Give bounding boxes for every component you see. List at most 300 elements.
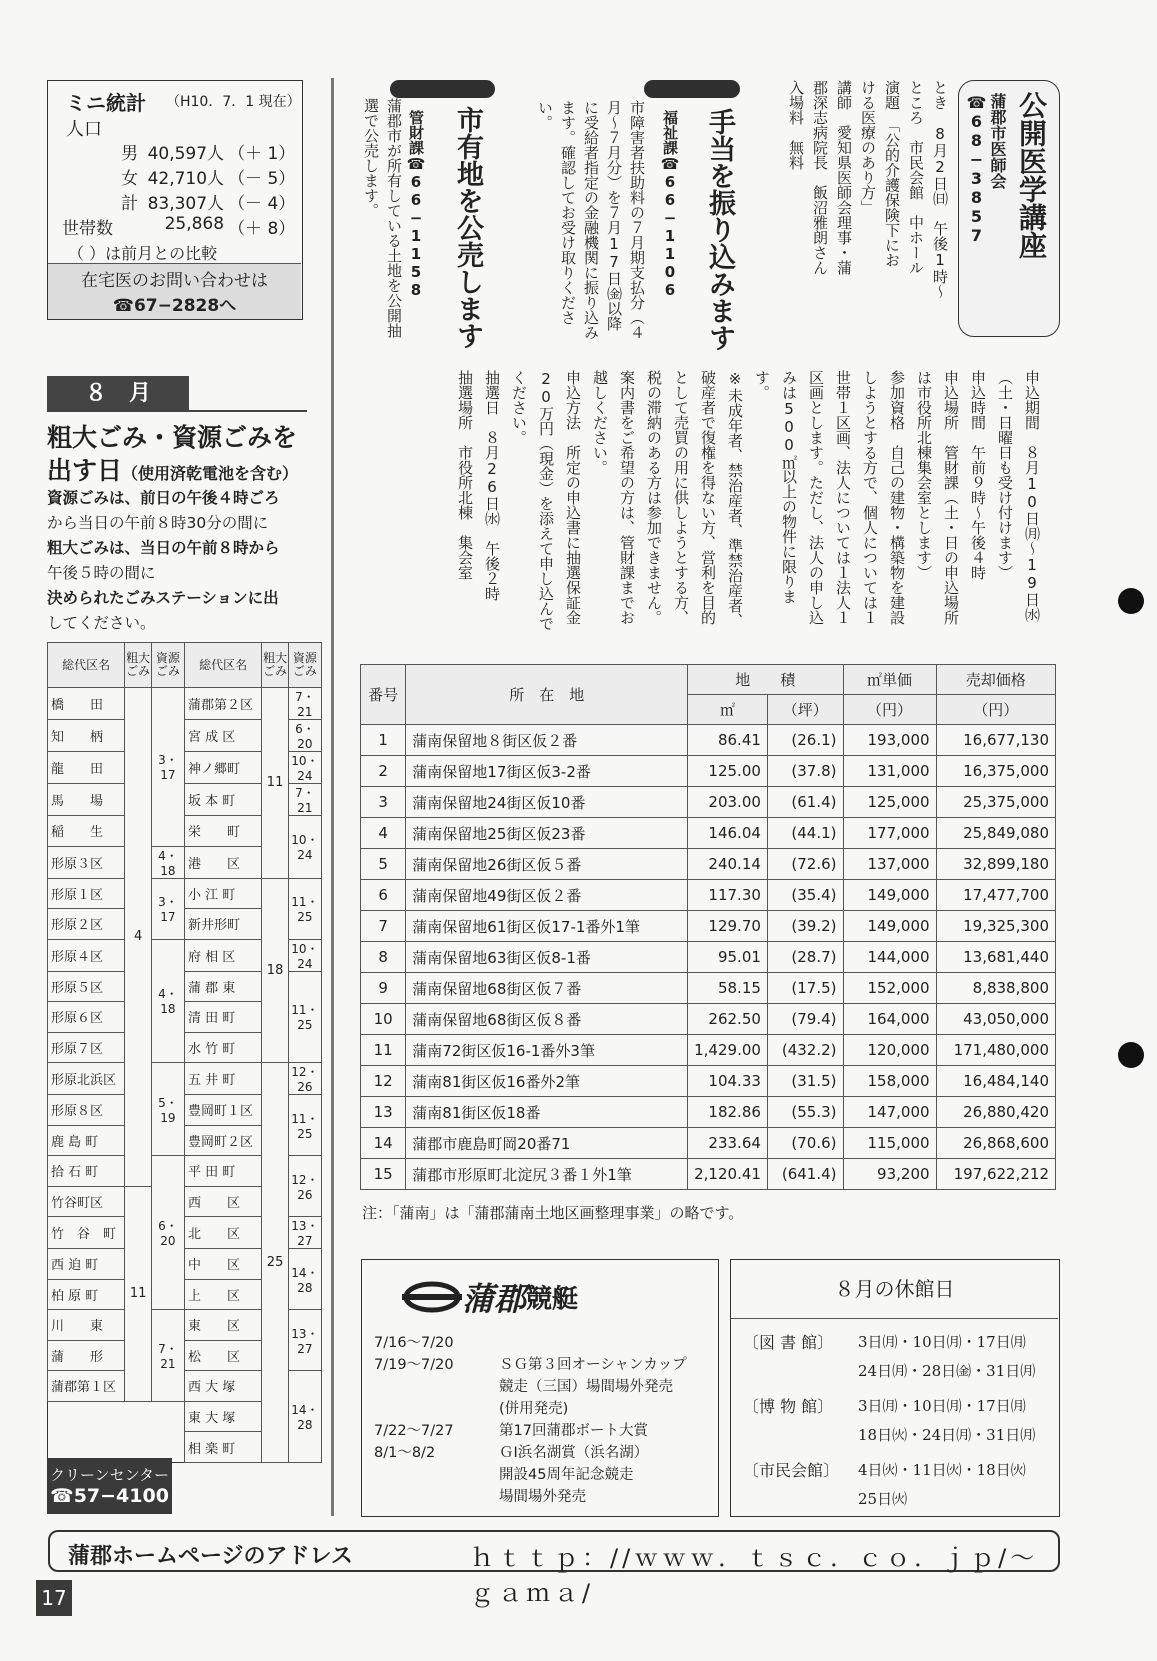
lecture-line: 演題 「公的介護保険下にお [883,80,901,268]
shigen-right: 10・24 [288,939,321,971]
district-right: 水 竹 町 [184,1032,261,1063]
land-cell: 104.33 [688,1066,768,1097]
district-right: 小 江 町 [184,878,261,909]
boat-date [374,1398,499,1420]
stats-value: 83,307人 [147,194,225,214]
land-cell: (61.4) [767,787,843,818]
garbage-desc-line: してください。 [47,614,156,632]
page-number: 17 [36,1580,72,1616]
stats-note: （ ）は前月との比較 [68,244,218,263]
boat-schedule [374,1332,714,1508]
land-cell: 125,000 [843,787,936,818]
land-cell: 25,849,080 [936,818,1055,849]
district-left: 柏 原 町 [48,1279,125,1310]
contact-band [48,263,301,319]
land-cell: 240.14 [688,849,768,880]
binder-hole-bottom [1118,1042,1144,1068]
stats-diff: （＋ 8） [228,219,296,239]
land-row [361,1097,1056,1128]
holiday-dates-cont: 18日㈫・24日㈪・31日㈪ [858,1426,1036,1444]
land-condition: 申込方法 所定の申込書に抽選保証金20万円（現金）を添えて申し込んでください。 [510,370,582,631]
holidays-title: ８月の休館日 [731,1260,1058,1319]
boat-text: 競走（三国）場間場外発売 [499,1379,673,1395]
land-cell: (26.1) [767,725,843,756]
stats-label: 男 [121,144,139,164]
shigen-right: 12・26 [288,1156,321,1217]
land-row [361,942,1056,973]
land-row [361,756,1056,787]
garbage-schedule-table [47,642,322,1463]
land-cell: 115,000 [843,1128,936,1159]
stats-label: 世帯数 [62,219,113,239]
boat-text: 開設45周年記念競走 [499,1467,634,1483]
garbage-description [47,486,317,636]
district-left: 形原６区 [48,1002,125,1033]
garbage-row [48,878,322,909]
district-right: 北 区 [184,1217,261,1249]
land-cell: 蒲南保留地26街区仮５番 [406,849,688,880]
land-cell: (55.3) [767,1097,843,1128]
land-cell: 4 [361,818,406,849]
land-condition: 抽選場所 市役所北棟 集会室 [456,370,474,580]
land-cell: 9 [361,973,406,1004]
shigen-right: 14・28 [288,1249,321,1310]
clean-center-box [47,1458,172,1514]
district-right: 豊岡町２区 [184,1125,261,1156]
stats-diff: （－ 5） [228,169,296,189]
land-cell: (28.7) [767,942,843,973]
district-left: 形原５区 [48,971,125,1002]
land-cell: 197,622,212 [936,1159,1055,1190]
land-cell: 2 [361,756,406,787]
land-cell: 蒲南保留地17街区仮3-2番 [406,756,688,787]
district-right: 神ノ郷町 [184,752,261,784]
land-cell: 93,200 [843,1159,936,1190]
shigen-right: 7・21 [288,784,321,816]
garbage-desc-line: 決められたごみステーションに出 [47,589,279,607]
shigen-right: 11・25 [288,878,321,939]
boat-row [374,1354,714,1376]
district-right: 栄 町 [184,816,261,847]
land-condition: 申込時間 午前９時〜午後４時 [969,370,987,580]
land-cell: 120,000 [843,1035,936,1066]
lecture-line: 郡深志病院長 飯沼雅朗さん [811,80,829,275]
district-left: 形原７区 [48,1032,125,1063]
land-cell: 蒲南保留地８街区仮２番 [406,725,688,756]
land-header-row [361,665,1056,695]
district-left: 知 柄 [48,720,125,752]
garbage-desc-line: 午後５時の間に [47,564,156,582]
holiday-dates: 4日㈫・11日㈫・18日㈫ [858,1461,1026,1479]
holidays-box [730,1259,1060,1517]
contact-line-2: ☎67−2828へ [112,296,237,316]
land-cell: 117.30 [688,880,768,911]
boat-date: 7/16〜7/20 [374,1335,454,1351]
stats-value: 42,710人 [147,169,225,189]
boat-row [374,1332,714,1354]
land-row [361,1035,1056,1066]
land-cell: 蒲南保留地24街区仮10番 [406,787,688,818]
lecture-org: 蒲郡市医師会☎68−3857 [967,93,1007,245]
land-table-note: 注：「蒲南」は「蒲郡蒲南土地区画整理事業」の略です。 [362,1204,744,1222]
boat-logo [402,1274,578,1316]
district-right: 蒲郡第２区 [184,688,261,720]
sodai-right: 11 [262,688,289,879]
land-cell: 144,000 [843,942,936,973]
stats-diff: （－ 4） [228,194,296,214]
district-left: 拾 石 町 [48,1156,125,1187]
lecture-line: 入場料 無料 [787,80,805,170]
land-cell: 95.01 [688,942,768,973]
land-cell: 蒲南72街区仮16-1番外3筆 [406,1035,688,1066]
stats-row [62,139,296,164]
land-condition: 申込期間 ８月10日㈪〜19日㈬（土・日曜日も受け付けます） [996,370,1041,622]
sodai-left: 4 [125,688,152,1187]
stats-row [62,189,296,214]
holiday-place: 〔図 書 館〕 [743,1333,834,1352]
land-condition: 参加資格 自己の建物・構築物を建設しようとする方で、個人については１世帯１区画、法人については１法人１区画とします。ただし、法人の申し込みは500㎡以上の物件に限ります。 [753,370,906,625]
lecture-box [958,80,1060,337]
district-left: 川 東 [48,1310,125,1341]
land-row [361,911,1056,942]
land-cell: 蒲南保留地68街区仮７番 [406,973,688,1004]
boat-logo-text: 蒲郡 [462,1280,527,1318]
land-cell: 13 [361,1097,406,1128]
holiday-block [743,1392,1053,1450]
mini-stats-title: ミニ統計 [66,91,146,115]
district-right: 西 大 塚 [184,1371,261,1402]
boat-text: 第17回蒲郡ボート大賞 [499,1423,648,1439]
garbage-desc-line: から当日の午前８時30分の間に [47,514,269,532]
land-cell: 10 [361,1004,406,1035]
holiday-line [743,1328,1053,1357]
land-row [361,787,1056,818]
boat-date: 7/22〜7/27 [374,1423,454,1439]
boat-text: ＳＧ第３回オーシャンカップ [499,1357,687,1373]
land-cell: 2,120.41 [688,1159,768,1190]
land-cell: 蒲南保留地61街区仮17-1番外1筆 [406,911,688,942]
shigen-right: 6・20 [288,720,321,752]
boat-text: 場間場外発売 [499,1489,586,1505]
land-cell: 蒲南保留地63街区仮8-1番 [406,942,688,973]
homepage-url[interactable]: ｈｔｔｐ：//ｗｗｗ．ｔｓｃ．ｃｏ．ｊｐ/〜ｇａｍａ/ [470,1544,1039,1607]
land-table [360,664,1056,1190]
land-cell: 19,325,300 [936,911,1055,942]
month-tab: ８ 月 [47,376,189,411]
district-left: 蒲 形 [48,1340,125,1371]
land-cell: 蒲南保留地25街区仮23番 [406,818,688,849]
garbage-desc-line: 粗大ごみは、当日の午前８時から [47,539,280,557]
land-cell: (44.1) [767,818,843,849]
land-cell: (35.4) [767,880,843,911]
boat-date: 7/19〜7/20 [374,1357,454,1373]
shigen-right: 14・28 [288,1371,321,1463]
shigen-right: 12・26 [288,1063,321,1095]
clean-center-label: クリーンセンター [49,1466,170,1484]
boat-logo-suffix: 競艇 [526,1284,579,1315]
land-cell: 3 [361,787,406,818]
land-row [361,725,1056,756]
population-rows [62,139,296,239]
district-left: 形原４区 [48,939,125,971]
allowance-pill [644,80,740,98]
land-cell: 129.70 [688,911,768,942]
land-cell: 17,477,700 [936,880,1055,911]
shigen-right: 10・24 [288,752,321,784]
land-row [361,973,1056,1004]
land-cell: 16,484,140 [936,1066,1055,1097]
boat-row [374,1464,714,1486]
boat-row [374,1398,714,1420]
shigen-right: 13・27 [288,1217,321,1249]
land-row [361,1004,1056,1035]
district-right: 新井形町 [184,909,261,940]
garbage-header-cell: 総代区名 [184,643,261,688]
land-cell: 11 [361,1035,406,1066]
district-left: 稲 生 [48,816,125,847]
land-cell: 137,000 [843,849,936,880]
land-header-unit-price: ㎡単価 [843,665,936,695]
stats-row [62,164,296,189]
land-title: 市有地を公売します [452,106,483,349]
land-cell: 1,429.00 [688,1035,768,1066]
land-cell: 58.15 [688,973,768,1004]
land-cell: 146.04 [688,818,768,849]
lecture-line: ところ 市民会館 中ホール [907,80,925,275]
land-conditions [355,370,1045,632]
land-cell: 5 [361,849,406,880]
shigen-right: 13・27 [288,1310,321,1371]
boat-row [374,1486,714,1508]
land-cell: 12 [361,1066,406,1097]
shigen-left: 6・20 [151,1156,184,1310]
land-cell: 32,899,180 [936,849,1055,880]
land-cell: 149,000 [843,880,936,911]
land-cell: (432.2) [767,1035,843,1066]
garbage-title-suffix: （使用済乾電池を含む） [122,464,299,483]
district-left: 形原３区 [48,846,125,878]
land-cell: 158,000 [843,1066,936,1097]
holiday-block [743,1328,1053,1386]
land-cell: 25,375,000 [936,787,1055,818]
land-cell: 蒲郡市形原町北淀尻３番１外1筆 [406,1159,688,1190]
boat-racing-box [361,1259,719,1517]
land-cell: 蒲南保留地68街区仮８番 [406,1004,688,1035]
garbage-header-cell: 総代区名 [48,643,125,688]
district-right: 中 区 [184,1249,261,1280]
stats-label: 女 [121,169,139,189]
allowance-body: 市障害者扶助料の７月期支払分（４月〜７月分）を７月17日㈮以降に受給者指定の金融機関に振り込みます。確認してお受け取りください。 [536,100,646,340]
garbage-header-cell: 資源ごみ [288,643,321,688]
land-cell: 26,880,420 [936,1097,1055,1128]
district-right: 港 区 [184,846,261,878]
land-cell: (31.5) [767,1066,843,1097]
district-left: 龍 田 [48,752,125,784]
stats-label: 計 [121,194,139,214]
shigen-left: 4・18 [151,939,184,1063]
land-header-location: 所 在 地 [406,665,688,725]
land-header-unit-yen: （円） [843,695,936,725]
garbage-title-main: 出す日 [47,456,123,485]
land-cell: 7 [361,911,406,942]
boat-row [374,1442,714,1464]
lecture-line: 講師 愛知県医師会理事・蒲 [835,80,853,275]
land-cell: 147,000 [843,1097,936,1128]
land-cell: (641.4) [767,1159,843,1190]
district-left: 西 迫 町 [48,1249,125,1280]
population-heading: 人口 [66,119,102,140]
boat-logo-icon [402,1277,462,1317]
holiday-dates-cont: 25日㈫ [858,1490,908,1508]
land-cell: 蒲南81街区仮18番 [406,1097,688,1128]
holiday-block [743,1456,1053,1514]
boat-row [374,1420,714,1442]
land-cell: 8 [361,942,406,973]
shigen-right: 11・25 [288,1095,321,1156]
land-cell: 1 [361,725,406,756]
district-right: 坂 本 町 [184,784,261,816]
land-cell: 蒲郡市鹿島町岡20番71 [406,1128,688,1159]
district-right: 蒲 郡 東 [184,971,261,1002]
district-left: 竹谷町区 [48,1186,125,1217]
land-cell: (72.6) [767,849,843,880]
land-cell: 193,000 [843,725,936,756]
garbage-row [48,1063,322,1095]
land-condition: 申込場所 管財課（土・日の申込場所は市役所北棟集会室とします） [915,370,960,625]
garbage-header-cell: 粗大ごみ [262,643,289,688]
district-left: 橋 田 [48,688,125,720]
stats-value: 25,868 [164,214,225,234]
district-left: 馬 場 [48,784,125,816]
garbage-header-cell: 資源ごみ [151,643,184,688]
land-intro: 蒲郡市が所有している土地を公開抽選で公売します。 [362,98,403,338]
holiday-line [743,1392,1053,1421]
boat-text: ＧⅠ浜名湖賞（浜名湖） [499,1445,649,1461]
land-cell: 8,838,800 [936,973,1055,1004]
land-cell: 13,681,440 [936,942,1055,973]
district-right: 清 田 町 [184,1002,261,1033]
holiday-dates: 3日㈪・10日㈪・17日㈪ [858,1333,1026,1351]
land-cell: 177,000 [843,818,936,849]
land-cell: 233.64 [688,1128,768,1159]
land-pill [390,80,495,98]
land-dept: 管財課☎66−1158 [407,110,425,299]
district-left: 竹 谷 町 [48,1217,125,1249]
boat-text: (併用発売) [499,1401,569,1417]
shigen-left: 3・17 [151,878,184,939]
lecture-details [784,80,952,335]
stats-row [62,214,296,239]
land-cell: 16,375,000 [936,756,1055,787]
shigen-left: 7・21 [151,1310,184,1402]
district-left: 形原１区 [48,878,125,909]
district-left: 形原８区 [48,1095,125,1126]
land-header-sqm: ㎡ [688,695,768,725]
land-cell: 蒲南保留地49街区仮２番 [406,880,688,911]
binder-hole-top [1118,588,1144,614]
holiday-place: 〔市民会館〕 [743,1461,840,1480]
land-condition: 抽選日 ８月26日㈬ 午後２時 [483,370,501,601]
garbage-row [48,688,322,720]
district-left-empty [48,1401,185,1462]
shigen-right: 10・24 [288,816,321,879]
land-row [361,1066,1056,1097]
shigen-right: 7・21 [288,688,321,720]
lecture-title: 公開医学講座 [1015,91,1048,259]
sodai-right: 25 [262,1063,289,1463]
district-right: 府 相 区 [184,939,261,971]
land-cell: 43,050,000 [936,1004,1055,1035]
district-right: 豊岡町１区 [184,1095,261,1126]
district-right: 西 区 [184,1186,261,1217]
boat-date [374,1376,499,1398]
boat-date [374,1464,499,1486]
land-cell: 14 [361,1128,406,1159]
lecture-line: ける医療のあり方」 [859,80,877,215]
land-cell: (79.4) [767,1004,843,1035]
garbage-desc-line: 資源ごみは、前日の午後４時ごろ [47,489,280,507]
district-right: 東 大 塚 [184,1401,261,1432]
land-cell: 171,480,000 [936,1035,1055,1066]
homepage-label: 蒲郡ホームページのアドレス [68,1544,353,1569]
district-right: 平 田 町 [184,1156,261,1187]
shigen-left: 3・17 [151,688,184,847]
holiday-dates: 3日㈪・10日㈪・17日㈪ [858,1397,1026,1415]
month-tab-underline [47,410,307,412]
shigen-right: 11・25 [288,971,321,1063]
garbage-header-cell: 粗大ごみ [125,643,152,688]
garbage-title-line1: 粗大ごみ・資源ごみを [47,423,298,452]
district-right: 松 区 [184,1340,261,1371]
district-left: 蒲郡第１区 [48,1371,125,1402]
land-row [361,880,1056,911]
land-cell: 262.50 [688,1004,768,1035]
holiday-dates-cont: 24日㈪・28日㈮・31日㈪ [858,1362,1036,1380]
land-cell: 131,000 [843,756,936,787]
land-cell: 149,000 [843,911,936,942]
sodai-left: 11 [125,1186,152,1401]
land-cell: (70.6) [767,1128,843,1159]
clean-center-tel: ☎57−4100 [50,1485,169,1507]
lecture-line: とき 8月2日㈰ 午後1時〜 [931,80,949,299]
land-cell: 蒲南81街区仮16番外2筆 [406,1066,688,1097]
land-cell: 164,000 [843,1004,936,1035]
district-right: 宮 成 区 [184,720,261,752]
land-cell: 15 [361,1159,406,1190]
district-left: 形原２区 [48,909,125,940]
land-header-tsubo: （坪） [767,695,843,725]
boat-row [374,1376,714,1398]
shigen-left: 4・18 [151,846,184,878]
district-left: 形原北浜区 [48,1063,125,1095]
land-cell: 182.86 [688,1097,768,1128]
land-cell: (39.2) [767,911,843,942]
holiday-place: 〔博 物 館〕 [743,1397,834,1416]
mini-stats-box [47,80,303,320]
land-cell: 6 [361,880,406,911]
boat-date [374,1486,499,1508]
land-row [361,1128,1056,1159]
sodai-right: 18 [262,878,289,1063]
boat-date: 8/1〜8/2 [374,1445,436,1461]
stats-diff: （＋ 1） [228,144,296,164]
land-cell: 86.41 [688,725,768,756]
land-cell: (37.8) [767,756,843,787]
land-cell: 26,868,600 [936,1128,1055,1159]
land-cell: 125.00 [688,756,768,787]
land-condition: ※未成年者、禁治産者、準禁治産者、破産者で復権を得ない方、営利を目的として売買の用に供しようとする方、税の滞納のある方は参加できません。案内書をご希望の方は、管財課までお越しください。 [591,370,744,628]
allowance-title: 手当を振り込みます [704,108,735,351]
